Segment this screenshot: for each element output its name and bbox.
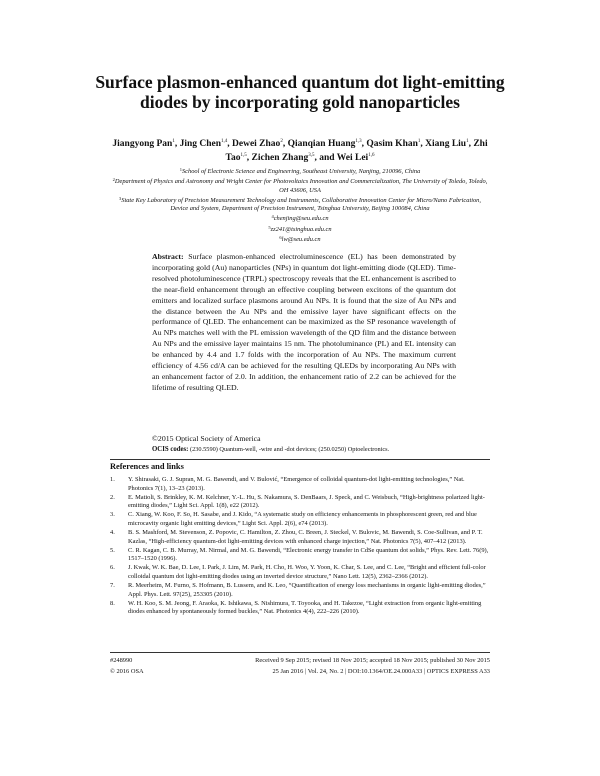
author-name-text: Zichen Zhang: [251, 153, 309, 163]
ocis-text: (230.5590) Quantum-well, -wire and -dot devices; (250.0250) Optoelectronics.: [190, 446, 390, 453]
ocis-codes: [152, 446, 456, 453]
author-name-text: Qasim Khan: [366, 139, 418, 149]
author-affiliation-marker: 1,5: [240, 153, 247, 158]
reference-number: 1.: [110, 476, 115, 483]
reference-number: 5.: [110, 546, 115, 554]
affiliation: [110, 166, 490, 176]
reference-item: [110, 494, 490, 511]
reference-number: 4.: [110, 529, 115, 537]
reference-item: [110, 582, 490, 599]
divider: [110, 459, 490, 460]
author-name-text: Jiangyong Pan: [112, 139, 173, 149]
affiliation-marker: 3: [119, 195, 122, 201]
reference-item: [110, 511, 490, 528]
abstract: [152, 252, 456, 394]
email-marker: 5: [268, 224, 271, 230]
ocis-label: OCIS codes:: [152, 446, 189, 453]
author-name: [112, 139, 174, 149]
affiliation-list: [110, 166, 490, 244]
reference-item: [110, 529, 490, 546]
author-name: [252, 153, 315, 163]
abstract-label: Abstract:: [152, 252, 184, 261]
author-name-text: Qianqian Huang: [287, 139, 356, 149]
author-name: [288, 139, 362, 149]
author-affiliation-marker: 1,3: [355, 139, 362, 144]
author-name: [337, 153, 375, 163]
email-text[interactable]: lw@seu.edu.cn: [281, 236, 321, 244]
author-name: [232, 139, 283, 149]
reference-text: E. Matioli, S. Brinkley, K. M. Kelchner, Y.-L. Hu, S. Nakamura, S. DenBaars, J. Speck, and C. Weisbuch, “High-brightness polarized light-emitting diodes,” Light Sci. Appl. 1(8), e22 (2012).: [128, 493, 485, 510]
reference-number: 2.: [110, 493, 115, 501]
affiliation-text: State Key Laboratory of Precision Measurement Technology and Instruments, Collaborative Innovation Center for Micro/Nano Fabrication, Device and System, Department of Precision Instrument, Tsinghua University, Beijing 100084, China: [121, 196, 481, 213]
affiliation-text: Department of Physics and Astronomy and Wright Center for Photovoltaics Innovation and Commercialization, The University of Toledo, Toledo, OH 43606, USA: [114, 178, 488, 194]
reference-text: W. H. Koo, S. M. Jeong, F. Araoka, K. Ishikawa, S. Nishimura, T. Toyooka, and H. Takezoe, “Light extraction from organic light-emitting diodes enhanced by spontaneously formed buckles,” Nat. Photonics 4(4), 222–226 (2010).: [128, 599, 482, 616]
affiliation-marker: 1: [179, 167, 182, 172]
author-name-text: Zhi Tao: [225, 139, 488, 163]
email-address: [110, 234, 490, 244]
author-affiliation-marker: 2: [280, 139, 283, 144]
received-dates: Received 9 Sep 2015; revised 18 Nov 2015; accepted 18 Nov 2015; published 30 Nov 2015: [255, 657, 490, 664]
paper-title: Surface plasmon-enhanced quantum dot light-emitting diodes by incorporating gold nanoparticles: [95, 72, 505, 112]
author-name: [425, 139, 468, 149]
email-text[interactable]: chenjing@seu.edu.cn: [273, 215, 329, 223]
author-affiliation-marker: 3,5: [308, 153, 315, 158]
reference-item: [110, 564, 490, 581]
reference-text: Y. Shirasaki, G. J. Supran, M. G. Bawendi, and V. Bulović, “Emergence of colloidal quantum-dot light-emitting technologies,” Nat. Photonics 7(1), 13–23 (2013).: [128, 476, 465, 492]
reference-number: 6.: [110, 564, 115, 572]
author-affiliation-marker: 1: [172, 139, 175, 144]
footer-divider: [110, 652, 490, 653]
abstract-text: Surface plasmon-enhanced electroluminescence (EL) has been demonstrated by incorporating gold (Au) nanoparticles (NPs) in quantum dot light-emitting diode (QLED). Time-resolved photoluminescence (TRPL) spectroscopy reveals that the EL enhancement is ascribed to the near-field enhancement through an effective coupling between excitons of the quantum dot emitters and localized surface plasmons around Au NPs. It is found that the size of Au NPs and the distance between the Au NPs and the emissive layer have significant effects on the performance of QLED. The enhancement can be maximized as the SP resonance wavelength of Au NPs matches well with the PL emission wavelength of the QD film and the distance between Au NPs and the emissive layer maintains 15 nm. The photoluminance (PL) and EL intensity can be enhanced by 4.4 and 1.7 folds with the incorporation of Au NPs. The maximum current efficiency of 4.56 cd/A can be achieved for the resulting QLEDs by incorporating Au NPs with an enhancement factor of 2.0. In addition, the enhancement ratio of 2.2 can be achieved for the lifetime of resulting QLED.: [152, 252, 456, 392]
author-list: Jiangyong Pan$^1$, Jing Chen$^{1,4}$, Dewei Zhao$^2$, Qianqian Huang$^{1,3}$, Qasim Khan$^1$, Xiang Liu$^1$, Zhi Tao$^{1,5}$, Zichen Zhang$^{3,5}$, and Wei Lei$^{1,6}$: [112, 139, 488, 163]
affiliation: [110, 195, 490, 214]
reference-text: J. Kwak, W. K. Bae, D. Lee, I. Park, J. Lim, M. Park, H. Cho, H. Woo, Y. Yoon, K. Char, S. Lee, and C. Lee, “Bright and efficient full-color colloidal quantum dot light-emitting diodes using an inverted device structure,” Nano Lett. 12(5), 2362–2366 (2012).: [128, 564, 486, 581]
email-address: [110, 224, 490, 234]
author-affiliation-marker: 1,4: [221, 139, 228, 144]
author-name: [366, 139, 420, 149]
email-address: [110, 213, 490, 223]
author-name: [180, 139, 228, 149]
reference-item: [110, 476, 490, 493]
references-heading: References and links: [110, 462, 184, 471]
email-marker: 4: [271, 214, 274, 220]
reference-text: B. S. Mashford, M. Stevenson, Z. Popovic, C. Hamilton, Z. Zhou, C. Breen, J. Steckel, V. Bulovic, M. Bawendi, S. Coe-Sullivan, and P. T. Kazlas, “High-efficiency quantum-dot light-emitting devices with enhanced charge injection,” Nat. Photonics 7(5), 407–412 (2013).: [128, 529, 483, 545]
author-name-text: Jing Chen: [179, 139, 222, 149]
reference-item: [110, 547, 490, 564]
journal-citation: 25 Jan 2016 | Vol. 24, No. 2 | DOI:10.1364/OE.24.000A33 | OPTICS EXPRESS A33: [272, 668, 490, 675]
email-text[interactable]: zz241@tsinghua.edu.cn: [270, 225, 332, 233]
reference-list: [110, 476, 490, 618]
author-affiliation-marker: 1,6: [368, 153, 375, 158]
reference-item: [110, 600, 490, 617]
author-name-text: Xiang Liu: [425, 139, 467, 149]
reference-number: 7.: [110, 582, 115, 590]
email-marker: 6: [279, 235, 282, 241]
osa-copyright: © 2016 OSA: [110, 668, 144, 675]
reference-text: C. R. Kagan, C. B. Murray, M. Nirmal, and M. G. Bawendi, “Electronic energy transfer in CdSe quantum dot solids,” Phys. Rev. Lett. 76(9), 1517–1520 (1996).: [128, 546, 489, 563]
reference-number: 3.: [110, 511, 115, 519]
reference-text: R. Meerheim, M. Furno, S. Hofmann, B. Lussem, and K. Leo, “Quantification of energy loss mechanisms in organic light-emitting diodes,” Appl. Phys. Lett. 97(25), 253305 (2010).: [128, 582, 486, 598]
reference-text: C. Xiang, W. Koo, F. So, H. Sasabe, and J. Kido, “A systematic study on efficiency enhancements in phosphorescent green, red and blue microcavity organic light emitting devices,” Light Sci. Appl. 2(6), e74 (2013).: [128, 511, 477, 527]
affiliation-text: School of Electronic Science and Engineering, Southeast University, Nanjing, 210096, China: [181, 168, 421, 175]
affiliation-marker: 2: [112, 177, 115, 183]
reference-number: 8.: [110, 599, 115, 607]
author-affiliation-marker: 1: [417, 139, 421, 144]
author-name-text: Dewei Zhao: [232, 139, 281, 149]
author-affiliation-marker: 1: [466, 139, 469, 144]
affiliation: [110, 176, 490, 195]
manuscript-id: #248990: [110, 657, 133, 664]
copyright-notice: ©2015 Optical Society of America: [152, 434, 261, 443]
author-name-text: Wei Lei: [336, 153, 369, 163]
